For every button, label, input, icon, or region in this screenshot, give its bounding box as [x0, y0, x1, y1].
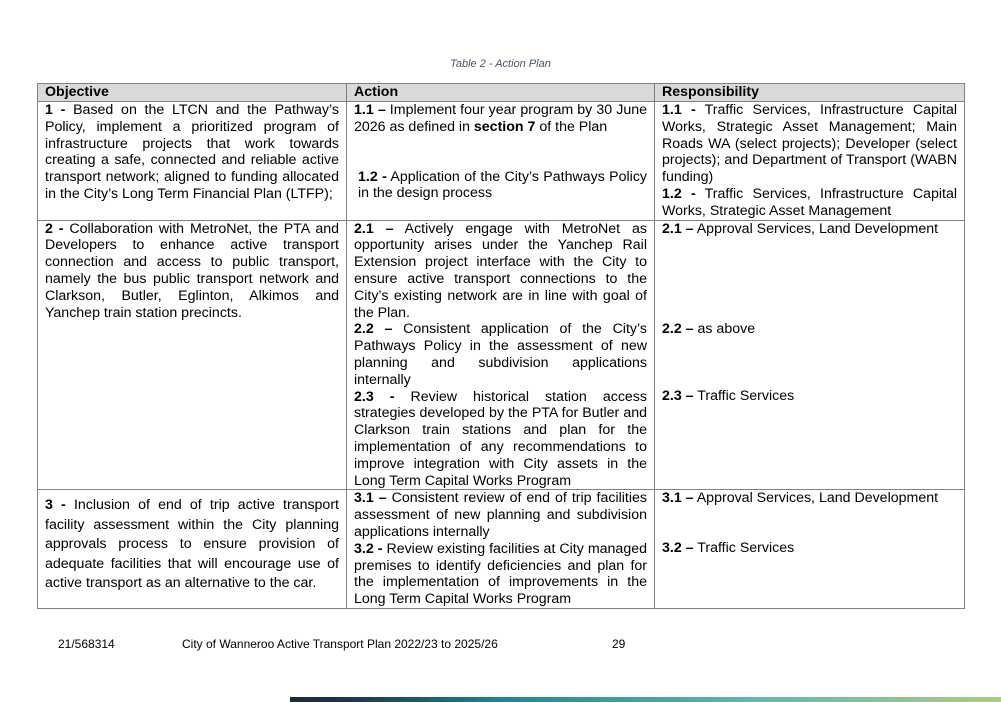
responsibility-number: 3.1 –	[662, 490, 694, 507]
responsibility-number: 2.2 –	[662, 321, 694, 338]
action-cell	[347, 490, 655, 609]
responsibility-number: 3.2 –	[662, 540, 694, 557]
objective-text: Collaboration with MetroNet, the PTA and Developers to enhance active transport connection and access to public transport, namely the bus public transport network and Clarkson, Butler, Eglinton, Alkimos and Yanchep train station precincts.	[45, 220, 339, 321]
responsibility-text: Traffic Services	[693, 540, 795, 557]
responsibility-cell	[655, 490, 965, 609]
objective-number: 2 -	[45, 220, 64, 237]
footer-page-number: 29	[612, 637, 626, 651]
responsibility-number: 2.1 –	[662, 220, 694, 237]
action-number: 1.1 –	[354, 102, 386, 118]
action-number: 1.2 -	[358, 168, 387, 185]
objective-text: Inclusion of end of trip active transport facility assessment within the City planning approvals process to ensure provision of adequate facilities that will encourage use of active transport as an alternative to the car.	[45, 497, 339, 592]
action-text: Implement four year program by 30 June 2026 as defined in	[354, 102, 648, 135]
responsibility-number: 1.1 -	[662, 102, 696, 118]
action-item	[354, 102, 647, 136]
action-number: 2.1 –	[354, 220, 394, 237]
action-section-ref: section 7	[473, 118, 536, 135]
table-row	[38, 102, 965, 221]
responsibility-cell	[655, 102, 965, 221]
responsibility-cell	[655, 220, 965, 490]
responsibility-item	[662, 490, 957, 507]
responsibility-text: Traffic Services	[693, 388, 795, 405]
objective-number: 3 -	[45, 497, 66, 514]
objective-text: Based on the LTCN and the Pathway’s Policy, implement a prioritized program of infrastructure projects that work towards creating a safe, connected and reliable active transport network; aligned to funding allocated in the City’s Long Term Financial Plan (LTFP);	[45, 102, 339, 202]
action-text: Review existing facilities at City managed premises to identify deficiencies and plan for the implementation of improvements in the Long Term Capital Works Program	[354, 540, 647, 608]
action-number: 2.2 –	[354, 321, 393, 338]
responsibility-text: Approval Services, Land Development	[693, 490, 939, 507]
action-item	[354, 169, 647, 203]
footer-gradient-bar	[290, 697, 1001, 702]
action-text: Consistent review of end of trip facilities assessment of new planning and subdivision applications internally	[354, 490, 648, 540]
table-header-row	[38, 84, 965, 102]
action-item	[354, 541, 647, 608]
action-text: Actively engage with MetroNet as opportunity arises under the Yanchep Rail Extension project interface with the City to ensure active transport connections to the City’s existing network are in line with goal of the Plan.	[354, 220, 647, 321]
action-text: Review historical station access strategies developed by the PTA for Butler and Clarkson train stations and plan for the implementation of any recommendations to improve integration with City assets in the Long Term Capital Works Program	[354, 388, 647, 489]
responsibility-text: as above	[693, 321, 756, 338]
column-header-objective: Objective	[38, 84, 347, 102]
objective-cell	[38, 220, 347, 490]
responsibility-item	[662, 388, 957, 405]
responsibility-text: Traffic Services, Infrastructure Capital Works, Strategic Asset Management; Main Roads WA (select projects); Developer (select projects); and Department of Transport (WABN funding)	[662, 102, 957, 186]
table-row	[38, 490, 965, 609]
responsibility-item	[662, 102, 957, 186]
objective-cell	[38, 102, 347, 221]
responsibility-text: Traffic Services, Infrastructure Capital Works, Strategic Asset Management	[662, 185, 957, 219]
action-item	[354, 321, 647, 388]
footer-doc-title: City of Wanneroo Active Transport Plan 2022/23 to 2025/26	[182, 637, 498, 651]
responsibility-number: 1.2 -	[662, 185, 696, 202]
action-item	[354, 221, 647, 322]
responsibility-item	[662, 540, 957, 557]
responsibility-text: Approval Services, Land Development	[693, 220, 939, 237]
action-number: 3.1 –	[354, 490, 387, 507]
responsibility-item	[662, 221, 957, 238]
objective-cell	[38, 490, 347, 609]
action-number: 3.2 -	[354, 540, 383, 557]
table-caption: Table 2 - Action Plan	[450, 58, 551, 70]
action-item	[354, 389, 647, 490]
action-item	[354, 490, 647, 540]
action-text-end: of the Plan	[535, 118, 608, 135]
action-cell	[347, 102, 655, 221]
action-text: Consistent application of the City’s Pathways Policy in the assessment of new planning and subdivision applications internally	[354, 321, 647, 388]
responsibility-number: 2.3 –	[662, 388, 694, 405]
action-cell	[347, 220, 655, 490]
footer-doc-ref: 21/568314	[58, 637, 115, 651]
action-text: Application of the City’s Pathways Policy in the design process	[358, 168, 648, 202]
action-plan-table	[37, 83, 965, 609]
column-header-action: Action	[347, 84, 655, 102]
responsibility-item	[662, 186, 957, 220]
column-header-responsibility: Responsibility	[655, 84, 965, 102]
responsibility-item	[662, 321, 957, 338]
table-row	[38, 220, 965, 490]
action-number: 2.3 -	[354, 388, 395, 405]
objective-number: 1 -	[45, 102, 66, 118]
